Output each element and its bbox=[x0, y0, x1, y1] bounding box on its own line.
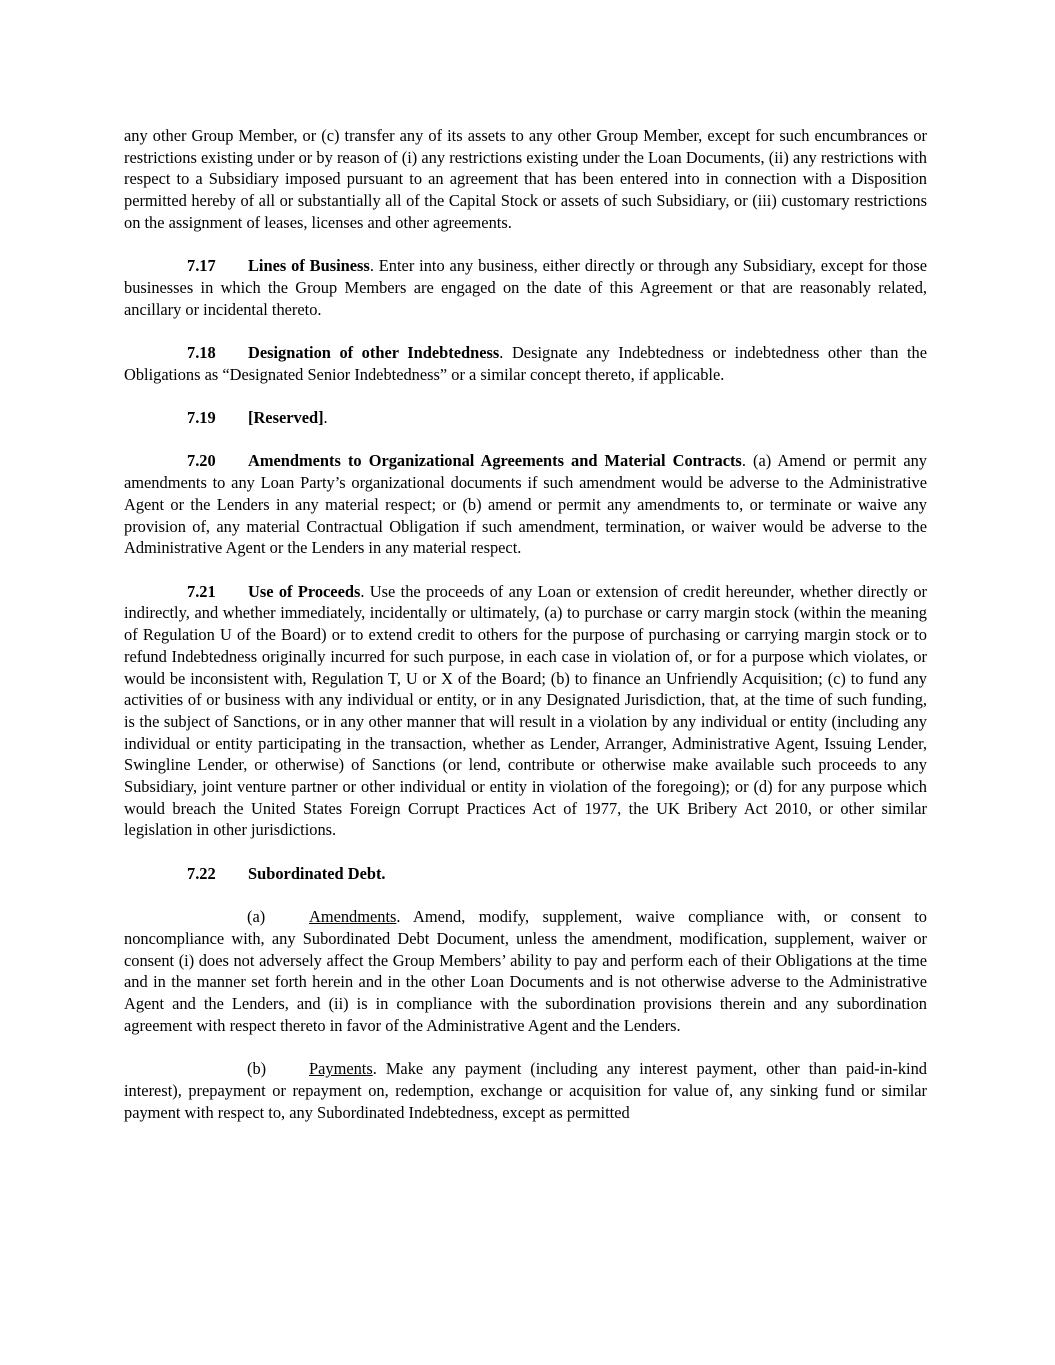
section-body: . Use the proceeds of any Loan or extension of credit hereunder, whether directly or indirectly, and whether immediately, incidentally or ultimately, (a) to purchase or carry margin stock (within the meaning of Regulation U of the Board) or to extend credit to others for the purpose of purchasing or carrying margin stock or to refund Indebtedness originally incurred for such purpose, in each case in violation of, or for a purpose which violates, or would be inconsistent with, Regulation T, U or X of the Board; (b) to finance an Unfriendly Acquisition; (c) to fund any activities of or business with any individual or entity, or in any Designated Jurisdiction, that, at the time of such funding, is the subject of Sanctions, or in any other manner that will result in a violation by any individual or entity (including any individual or entity participating in the transaction, whether as Lender, Arranger, Administrative Agent, Issuing Lender, Swingline Lender, or otherwise) of Sanctions (or lend, contribute or otherwise make available such proceeds to any Subsidiary, joint venture partner or other individual or entity in violation of the foregoing); or (d) for any purpose which would breach the United States Foreign Corrupt Practices Act of 1977, the UK Bribery Act 2010, or other similar legislation in other jurisdictions. bbox=[124, 581, 927, 840]
subsection-body: . Make any payment (including any interest payment, other than paid-in-kind interest), prepayment or repayment on, redemption, exchange or acquisition for value of, any sinking fund or similar payment with respect to, any Subordinated Indebtedness, except as permitted bbox=[124, 1059, 927, 1122]
section-7-19 bbox=[124, 407, 927, 429]
section-number: 7.17 bbox=[187, 256, 216, 276]
section-heading: Amendments to Organizational Agreements and Material Contracts bbox=[248, 451, 742, 471]
section-heading: Subordinated Debt. bbox=[248, 863, 386, 883]
section-number: 7.21 bbox=[187, 581, 216, 601]
subsection-title: Payments bbox=[309, 1059, 373, 1079]
section-heading: Designation of other Indebtedness bbox=[248, 343, 500, 362]
section-body: . bbox=[323, 408, 328, 428]
section-body: . (a) Amend or permit any amendments to any Loan Party’s organizational documents if such amendment would be adverse to the Administrative Agent or the Lenders in any material respect; or (b) amend or permit any amendments to, or terminate or waive any provision of, any material Contractual Obligation if such amendment, termination, or waiver would be adverse to the Administrative Agent or the Lenders in any material respect. bbox=[124, 451, 927, 558]
section-number: 7.20 bbox=[187, 451, 216, 471]
subsection-label: (b) bbox=[247, 1059, 267, 1079]
subsection-title: Amendments bbox=[309, 907, 397, 927]
section-7-21 bbox=[124, 581, 927, 841]
section-7-20 bbox=[124, 450, 927, 559]
section-heading: Lines of Business bbox=[248, 256, 370, 276]
section-heading: Use of Proceeds bbox=[248, 581, 361, 601]
document-page bbox=[124, 125, 927, 1145]
section-7-22 bbox=[124, 863, 927, 885]
subsection-label: (a) bbox=[247, 907, 266, 927]
section-7-17 bbox=[124, 255, 927, 320]
section-7-18 bbox=[124, 342, 927, 385]
section-body: . Designate any Indebtedness or indebtedness other than the Obligations as “Designated Senior Indebtedness” or a similar concept thereto, if applicable. bbox=[124, 343, 927, 384]
continuation-paragraph: any other Group Member, or (c) transfer any of its assets to any other Group Member, except for such encumbrances or restrictions existing under or by reason of (i) any restrictions existing under the Loan Documents, (ii) any restrictions with respect to a Subsidiary imposed pursuant to an agreement that has been entered into in connection with a Disposition permitted hereby of all or substantially all of the Capital Stock or assets of such Subsidiary, or (iii) customary restrictions on the assignment of leases, licenses and other agreements. bbox=[124, 126, 927, 232]
subsection-a bbox=[124, 906, 927, 1036]
section-body: . Enter into any business, either directly or through any Subsidiary, except for those businesses in which the Group Members are engaged on the date of this Agreement or that are reasonably related, ancillary or incidental thereto. bbox=[124, 256, 928, 319]
section-number: 7.22 bbox=[187, 863, 216, 883]
section-number: 7.18 bbox=[187, 343, 216, 362]
section-number: 7.19 bbox=[187, 408, 216, 428]
subsection-b bbox=[124, 1058, 927, 1123]
section-heading: [Reserved] bbox=[248, 408, 324, 428]
subsection-body: . Amend, modify, supplement, waive compliance with, or consent to noncompliance with, any Subordinated Debt Document, unless the amendment, modification, supplement, waiver or consent (i) does not adversely affect the Group Members’ ability to pay and perform each of their Obligations at the time and in the manner set forth herein and in the other Loan Documents and is not otherwise adverse to the Administrative Agent and the Lenders, and (ii) is in compliance with the subordination provisions therein and any subordination agreement with respect thereto in favor of the Administrative Agent and the Lenders. bbox=[124, 907, 927, 1035]
